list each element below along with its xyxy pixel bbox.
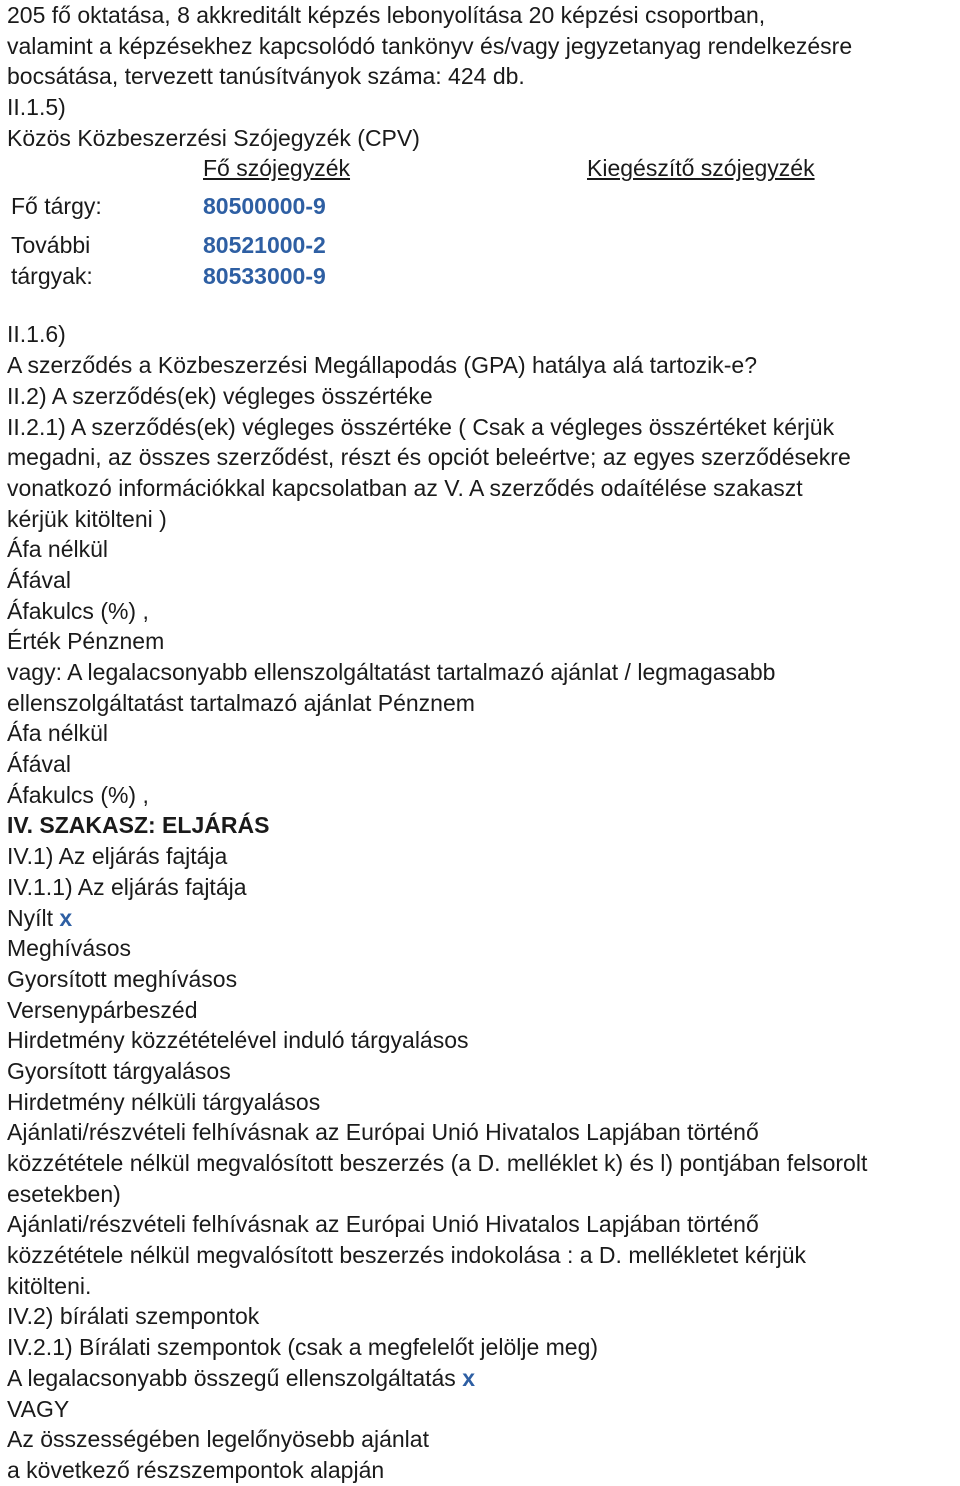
cpv-main-code: 80500000-9 xyxy=(203,193,326,220)
section-heading: IV.1) Az eljárás fajtája xyxy=(7,843,228,870)
procedure-option: Ajánlati/részvételi felhívásnak az Európai Unió Hivatalos Lapjában történő xyxy=(7,1211,759,1238)
value-field-label: Áfakulcs (%) , xyxy=(7,781,149,808)
gpa-question: A szerződés a Közbeszerzési Megállapodás (GPA) hatálya alá tartozik-e? xyxy=(7,352,758,379)
procedure-option: Hirdetmény közzétételével induló tárgyalásos xyxy=(7,1027,469,1054)
or-text: VAGY xyxy=(7,1395,70,1422)
section-heading: IV.2.1) Bírálati szempontok (csak a megfelelőt jelölje meg) xyxy=(7,1334,599,1361)
procedure-option: kitölteni. xyxy=(7,1272,92,1299)
cpv-extra-code: 80521000-2 xyxy=(203,232,326,259)
value-field-label: Érték Pénznem xyxy=(7,628,165,655)
section-heading: IV.1.1) Az eljárás fajtája xyxy=(7,873,247,900)
section-text: vonatkozó információkkal kapcsolatban az V. A szerződés odaítélése szakaszt xyxy=(7,474,803,501)
procedure-option: közzététele nélkül megvalósított beszerzés (a D. melléklet k) és l) pontjában felsorolt xyxy=(7,1150,868,1176)
cpv-table xyxy=(7,153,957,319)
value-field-label: Áfával xyxy=(7,566,71,593)
value-field-label: Áfakulcs (%) , xyxy=(7,597,149,624)
cpv-col-main-header: Fő szójegyzék xyxy=(203,155,351,182)
procedure-option: Meghívásos xyxy=(7,935,132,962)
criterion-lowest xyxy=(7,1363,957,1394)
cpv-col-supp-header: Kiegészítő szójegyzék xyxy=(587,155,815,182)
procedure-option: Ajánlati/részvételi felhívásnak az Európai Unió Hivatalos Lapjában történő xyxy=(7,1119,759,1146)
intro-line: 205 fő oktatása, 8 akkreditált képzés lebonyolítása 20 képzési csoportban, xyxy=(7,2,766,28)
criterion-sub: a következő részszempontok alapján xyxy=(7,1456,385,1483)
section-heading: IV.2) bírálati szempontok xyxy=(7,1303,260,1330)
intro-line: valamint a képzésekhez kapcsolódó tankönyv és/vagy jegyzetanyag rendelkezésre xyxy=(7,32,853,59)
cpv-main-label: Fő tárgy: xyxy=(11,193,102,220)
cpv-title: Közös Közbeszerzési Szójegyzék (CPV) xyxy=(7,124,420,151)
cpv-extra-label: tárgyak: xyxy=(11,263,93,290)
section-heading: II.1.5) xyxy=(7,94,66,121)
section-heading: II.2) A szerződés(ek) végleges összértéke xyxy=(7,382,433,409)
document-page xyxy=(7,0,957,1486)
value-field-label: Áfa nélkül xyxy=(7,536,109,563)
procedure-option: Versenypárbeszéd xyxy=(7,996,198,1023)
procedure-option: Gyorsított meghívásos xyxy=(7,965,238,992)
section-text: kérjük kitölteni ) xyxy=(7,505,167,532)
procedure-option: közzététele nélkül megvalósított beszerzés indokolása : a D. mellékletet kérjük xyxy=(7,1242,807,1269)
criterion-label: A legalacsonyabb összegű ellenszolgáltatás xyxy=(7,1364,456,1391)
section-text: II.2.1) A szerződés(ek) végleges összértéke ( Csak a végleges összértéket kérjük xyxy=(7,413,835,440)
alt-text: vagy: A legalacsonyabb ellenszolgáltatást tartalmazó ajánlat / legmagasabb xyxy=(7,659,776,685)
intro-line: bocsátása, tervezett tanúsítványok száma: 424 db. xyxy=(7,63,525,90)
procedure-option: Gyorsított tárgyalásos xyxy=(7,1057,231,1084)
procedure-option: esetekben) xyxy=(7,1180,121,1207)
value-field-label: Áfa nélkül xyxy=(7,720,109,747)
selected-mark: x xyxy=(462,1364,475,1391)
alt-text: ellenszolgáltatást tartalmazó ajánlat Pénznem xyxy=(7,689,475,716)
procedure-open xyxy=(7,903,957,934)
value-field-label: Áfával xyxy=(7,751,71,778)
section-text: megadni, az összes szerződést, részt és opciót beleértve; az egyes szerződésekre xyxy=(7,444,851,471)
section-heading: II.1.6) xyxy=(7,321,66,348)
section-title: IV. SZAKASZ: ELJÁRÁS xyxy=(7,812,270,839)
cpv-extra-label: További xyxy=(11,232,91,259)
selected-mark: x xyxy=(59,904,73,931)
cpv-extra-code: 80533000-9 xyxy=(203,263,326,290)
procedure-option: Hirdetmény nélküli tárgyalásos xyxy=(7,1088,321,1115)
criterion-best: Az összességében legelőnyösebb ajánlat xyxy=(7,1426,429,1453)
procedure-label: Nyílt xyxy=(7,904,53,931)
